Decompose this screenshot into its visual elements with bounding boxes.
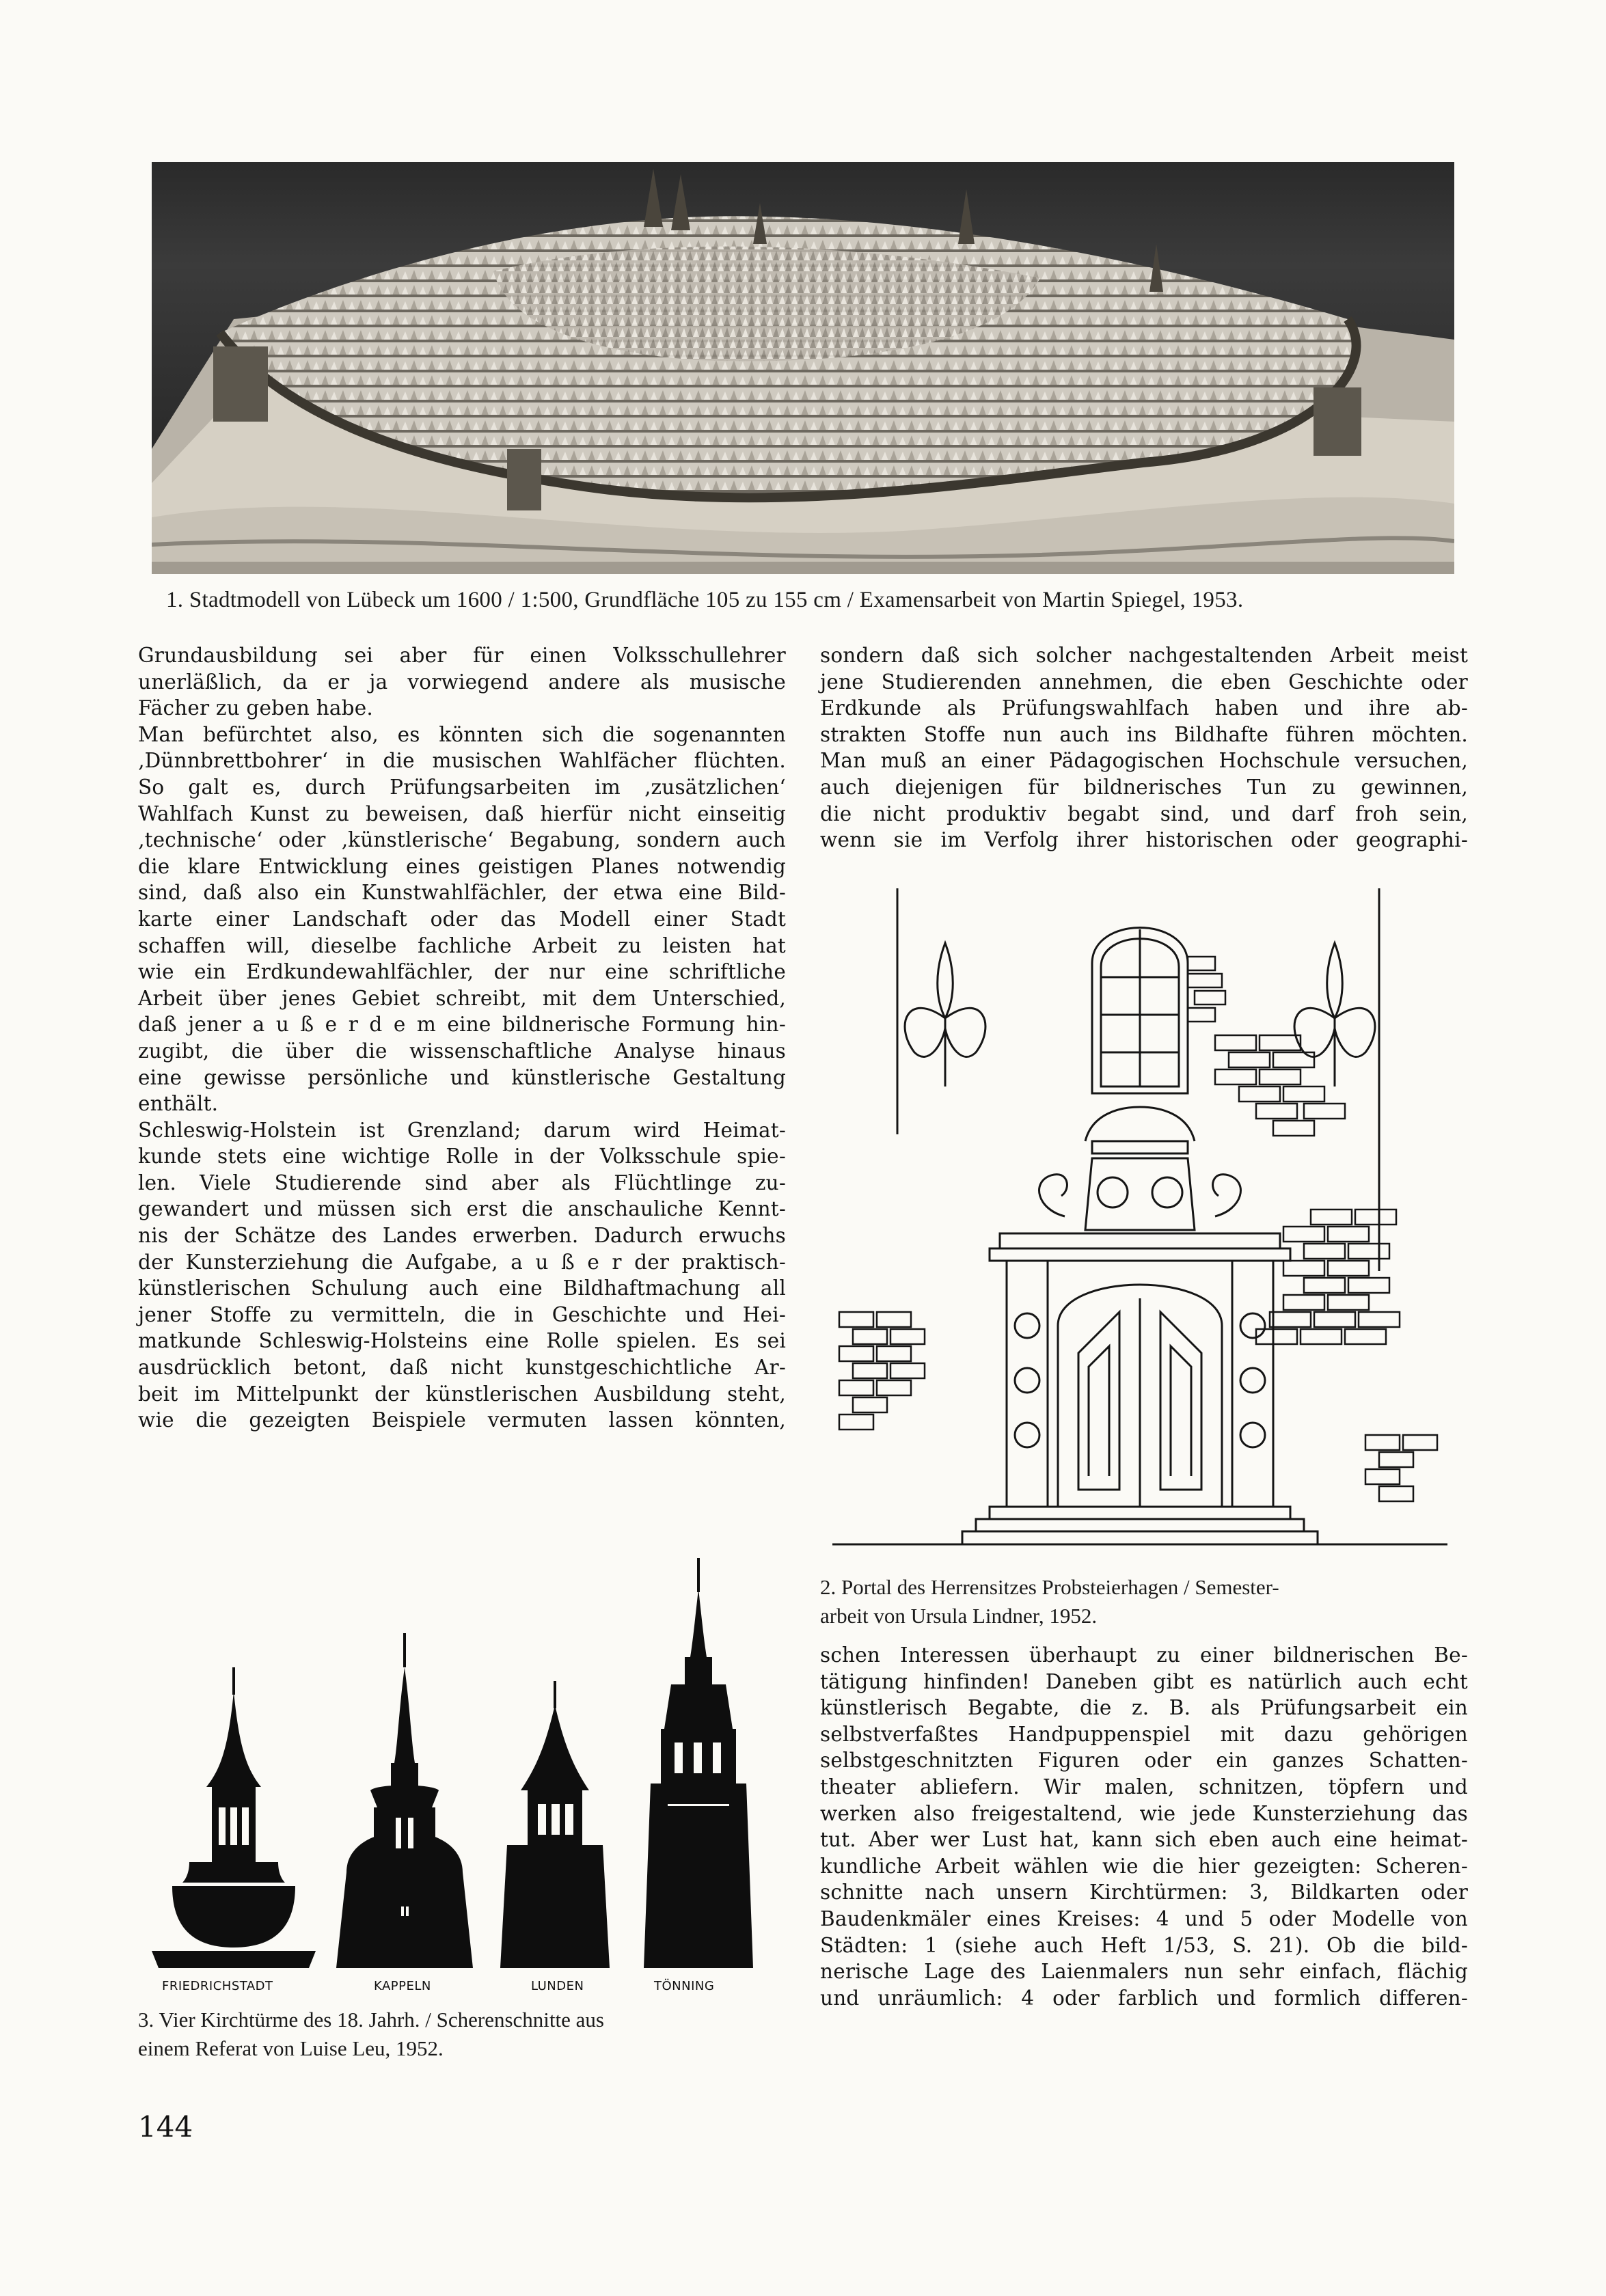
text-line: Grundausbildung sei aber für einen Volksschullehrer [138,644,786,667]
text-line: wenn sie im Verfolg ihrer historischen oder geographi- [820,828,1468,852]
portal-crest [1039,1107,1241,1230]
text-line: gewandert und müssen sich erst die anschauliche Kennt- [138,1197,786,1221]
portal-double-door [1058,1285,1222,1507]
left-column-text [138,642,786,1434]
text-line: theater abliefern. Wir malen, schnitzen, töpfern und [820,1775,1468,1799]
figure-1-caption: 1. Stadtmodell von Lübeck um 1600 / 1:500, Grundfläche 105 zu 155 cm / Examensarbeit von Martin Spiegel, 1953. [166,588,1244,612]
tower-label-kappeln: KAPPELN [374,1979,431,1993]
text-line: der Kunsterziehung die Aufgabe, a u ß e r der praktisch- [138,1250,786,1274]
text-line: eine gewisse persönliche und künstlerische Gestaltung [138,1065,786,1089]
text-line: Arbeit über jenes Gebiet schreibt, mit dem Unterschied, [138,986,786,1010]
text-line: nerische Lage des Laienmalers nun sehr einfach, flächig [820,1960,1468,1984]
text-line: kundliche Arbeit wählen wie die hier gezeigten: Scheren- [820,1854,1468,1878]
text-line: künstlerischen Schulung auch eine Bildhaftmachung all [138,1276,786,1300]
text-line: wie die gezeigten Beispiele vermuten lassen könnten, [138,1408,786,1432]
text-line: zugibt, die über die wissenschaftliche Analyse hinaus [138,1039,786,1063]
portal-illustration [832,888,1447,1561]
text-line: auch diejenigen für bildnerisches Tun zu gewinnen, [820,775,1468,799]
right-column-top-text [820,642,1468,853]
text-line: strakten Stoffe nun auch ins Bildhafte führen möchten. [820,722,1468,746]
text-line: und unräumlich: 4 oder farblich und formlich differen- [820,1986,1468,2010]
figure-3-caption-line-2: einem Referat von Luise Leu, 1952. [138,2036,444,2060]
text-line: tut. Aber wer Lust hat, kann sich eben auch eine heimat- [820,1828,1468,1852]
figure-2-caption [820,1573,1468,1630]
text-line: Wahlfach Kunst zu beweisen, daß hierfür nicht einseitig [138,802,786,825]
text-line: jene Studierenden annehmen, die eben Geschichte oder [820,670,1468,694]
tower-silhouettes [152,1544,780,2002]
text-line: schaffen will, dieselbe fachliche Arbeit zu leisten hat [138,933,786,957]
text-line: die klare Entwicklung eines geistigen Planes notwendig [138,854,786,878]
text-line: So galt es, durch Prüfungsarbeiten im ‚zusätzlichen‘ [138,775,786,799]
text-line: beit im Mittelpunkt der künstlerischen Ausbildung steht, [138,1382,786,1406]
city-model-illustration [152,162,1454,574]
figure-3-caption-line-1: 3. Vier Kirchtürme des 18. Jahrh. / Scherenschnitte aus [138,2008,604,2032]
text-line: Man muß an einer Pädagogischen Hochschule versuchen, [820,749,1468,773]
arched-window [1092,928,1188,1094]
text-line: Städten: 1 (siehe auch Heft 1/53, S. 21). Ob die bild- [820,1933,1468,1957]
figure-3-caption [138,2006,786,2063]
text-line: Baudenkmäler eines Kreises: 4 und 5 oder Modelle von [820,1906,1468,1930]
text-line: karte einer Landschaft oder das Modell einer Stadt [138,907,786,931]
figure-2-caption-line-2: arbeit von Ursula Lindner, 1952. [820,1604,1098,1628]
text-line: sind, daß also ein Kunstwahlfächler, der etwa eine Bild- [138,881,786,905]
text-line: sondern daß sich solcher nachgestaltenden Arbeit meist [820,644,1468,667]
text-line: tätigung hinfinden! Daneben gibt es natürlich auch echt [820,1669,1468,1693]
text-line: ausdrücklich betont, daß nicht kunstgeschichtliche Ar- [138,1356,786,1380]
text-line: wie ein Erdkundewahlfächler, der nur eine schriftliche [138,960,786,984]
figure-3-church-towers [152,1544,780,2002]
text-line: Man befürchtet also, es könnten sich die sogenannten [138,722,786,746]
tower-label-lunden: LUNDEN [531,1979,584,1993]
figure-2-caption-line-1: 2. Portal des Herrensitzes Probsteierhagen / Semester- [820,1575,1279,1599]
text-line: nis der Schätze des Landes erwerben. Dadurch erwuchs [138,1224,786,1248]
text-line: Fächer zu geben habe. [138,696,373,720]
fleur-ornament-right [1294,943,1375,1086]
text-line: unerläßlich, da er ja vorwiegend andere als musische [138,670,786,694]
text-line: len. Viele Studierende sind aber als Flüchtlinge zu- [138,1171,786,1194]
text-line: daß jener a u ß e r d e m eine bildnerische Formung hin- [138,1013,786,1037]
text-line: ‚technische‘ oder ‚künstlerische‘ Begabung, sondern auch [138,828,786,852]
text-line: künstlerisch Begabte, die z. B. als Prüfungsarbeit ein [820,1696,1468,1720]
text-line: schnitte nach unsern Kirchtürmen: 3, Bildkarten oder [820,1881,1468,1904]
tower-label-friedrichstadt: FRIEDRICHSTADT [162,1979,273,1993]
text-line: ‚Dünnbrettbohrer‘ in die musischen Wahlfächer flüchten. [138,749,786,773]
right-column-bottom-text [820,1642,1468,2011]
text-line: selbstverfaßtes Handpuppenspiel mit dazu gehörigen [820,1722,1468,1746]
figure-2-portal-drawing [832,888,1447,1561]
text-line: enthält. [138,1092,219,1116]
text-line: jener Stoffe zu vermitteln, die in Geschichte und Hei- [138,1302,786,1326]
text-line: die nicht produktiv begabt sind, und darf froh sein, [820,802,1468,825]
text-line: matkunde Schleswig-Holsteins eine Rolle spielen. Es sei [138,1329,786,1353]
text-line: selbstgeschnitzten Figuren oder ein ganzes Schatten- [820,1749,1468,1773]
text-line: werken also freigestaltend, wie jede Kunsterziehung das [820,1801,1468,1825]
figure-1-city-model-photo [152,162,1454,574]
text-line: kunde stets eine wichtige Rolle in der Volksschule spie- [138,1145,786,1168]
page-number: 144 [138,2110,193,2144]
text-line: schen Interessen überhaupt zu einer bildnerischen Be- [820,1643,1468,1667]
text-line: Erdkunde als Prüfungswahlfach haben und ihre ab- [820,696,1468,720]
text-line: Schleswig-Holstein ist Grenzland; darum wird Heimat- [138,1118,786,1142]
fleur-ornament-left [905,943,985,1086]
tower-kappeln-silhouette [336,1633,473,1968]
tower-label-toenning: TÖNNING [654,1979,715,1993]
